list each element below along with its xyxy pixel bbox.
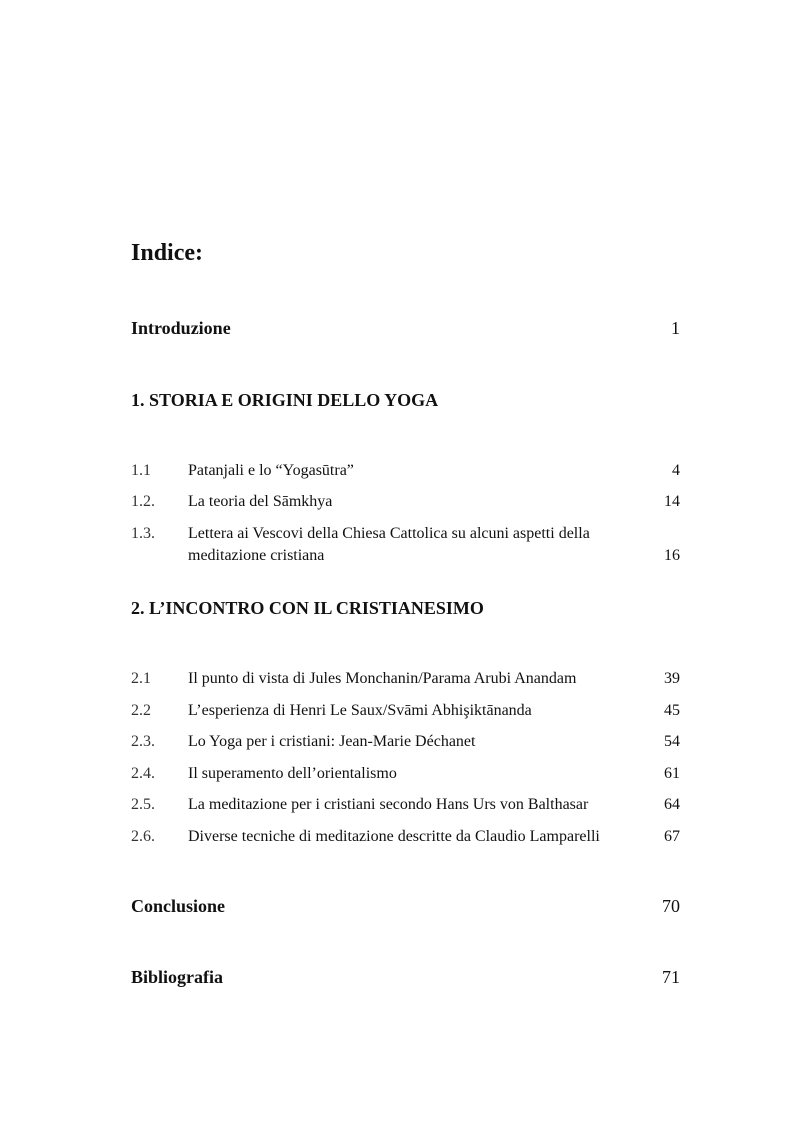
toc-subentry — [131, 668, 680, 690]
toc-subentry-number: 2.1 — [131, 670, 151, 687]
toc-subentry-page: 64 — [664, 796, 680, 813]
toc-subentry-page: 16 — [664, 547, 680, 564]
toc-subentry — [131, 826, 680, 848]
chapter-1-heading: 1. STORIA E ORIGINI DELLO YOGA — [131, 390, 439, 410]
toc-subentry-number: 2.4. — [131, 765, 155, 782]
toc-entry-conclusion — [131, 896, 680, 920]
toc-subentry — [131, 763, 680, 785]
toc-subentry-number: 2.2 — [131, 702, 151, 719]
toc-entry-page: 1 — [671, 318, 680, 338]
toc-subentry-title: Diverse tecniche di meditazione descritte da Claudio Lamparelli — [188, 828, 600, 845]
toc-subentry-number: 2.5. — [131, 796, 155, 813]
toc-entry-page: 70 — [662, 896, 680, 916]
toc-subentry-title: Lo Yoga per i cristiani: Jean-Marie Déchanet — [188, 733, 476, 750]
toc-subentry-title: La meditazione per i cristiani secondo Hans Urs von Balthasar — [188, 796, 589, 813]
toc-subentry-page: 67 — [664, 828, 680, 845]
toc-subentry-title: La teoria del Sāmkhya — [188, 493, 333, 510]
toc-subentry — [131, 731, 680, 753]
toc-subentry-title: Il superamento dell’orientalismo — [188, 765, 397, 782]
page-title: Indice: — [131, 240, 203, 266]
toc-entry-label: Introduzione — [131, 318, 231, 338]
toc-subentry-number: 2.6. — [131, 828, 155, 845]
toc-subentry — [131, 700, 680, 722]
toc-entry-label: Conclusione — [131, 896, 226, 916]
toc-subentry — [131, 794, 680, 816]
toc-subentry-page: 14 — [664, 493, 680, 510]
toc-subentry-title: Lettera ai Vescovi della Chiesa Cattolica su alcuni aspetti della meditazione cristiana — [188, 525, 590, 564]
toc-subentry-title: Il punto di vista di Jules Monchanin/Parama Arubi Anandam — [188, 670, 577, 687]
toc-subentry-number: 1.2. — [131, 493, 155, 510]
toc-entry-label: Bibliografia — [131, 967, 224, 987]
toc-subentry-page: 61 — [664, 765, 680, 782]
toc-subentry — [131, 523, 680, 567]
toc-subentry — [131, 491, 680, 513]
toc-subentry-title: L’esperienza di Henri Le Saux/Svāmi Abhişiktānanda — [188, 702, 532, 719]
toc-subentry-page: 54 — [664, 733, 680, 750]
toc-entry-bibliography — [131, 967, 680, 991]
toc-subentry-page: 45 — [664, 702, 680, 719]
toc-subentry-number: 2.3. — [131, 733, 155, 750]
toc-entry-introduction — [131, 318, 680, 342]
chapter-2-heading: 2. L’INCONTRO CON IL CRISTIANESIMO — [131, 598, 484, 618]
toc-subentry-page: 4 — [672, 462, 680, 479]
toc-entry-page: 71 — [662, 967, 680, 987]
toc-subentry-number: 1.3. — [131, 525, 155, 542]
toc-subentry — [131, 460, 680, 482]
toc-subentry-number: 1.1 — [131, 462, 151, 479]
toc-subentry-title: Patanjali e lo “Yogasūtra” — [188, 462, 354, 479]
toc-subentry-page: 39 — [664, 670, 680, 687]
